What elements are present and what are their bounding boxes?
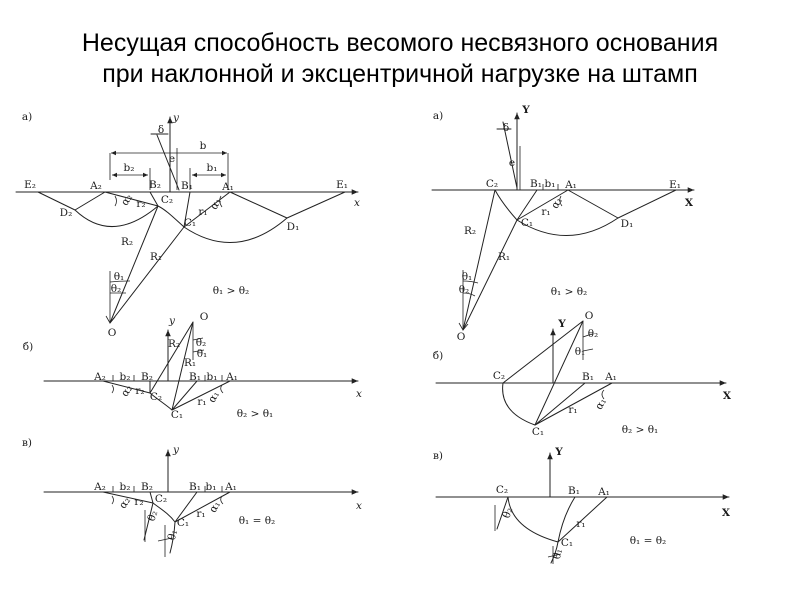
label-θ-: θ₂ bbox=[587, 328, 599, 340]
panel-tag-left-v: в) bbox=[21, 437, 33, 449]
label-c-: C₁ bbox=[531, 426, 545, 438]
label-a-: A₂ bbox=[94, 481, 106, 493]
label-α-: α₂ bbox=[116, 494, 134, 512]
label-c-: C₁ bbox=[520, 217, 534, 229]
label-b-: b₁ bbox=[544, 178, 556, 190]
panel-left-a bbox=[16, 111, 360, 339]
label-r-: r₁ bbox=[568, 404, 578, 416]
label-a-: A₁ bbox=[565, 179, 577, 191]
label-a-: A₁ bbox=[225, 481, 237, 493]
label-b-: B₁ bbox=[530, 178, 542, 190]
panel-left-v bbox=[22, 437, 362, 557]
slip-curves bbox=[75, 206, 287, 243]
label-r-: r₁ bbox=[198, 206, 208, 218]
label-b-: b₁ bbox=[206, 371, 218, 383]
label-o: O bbox=[456, 331, 466, 343]
label-r-: r₂ bbox=[135, 385, 145, 397]
label-c-: C₁ bbox=[170, 409, 184, 421]
label-c-: C₂ bbox=[495, 484, 509, 496]
panel-tag-right-a: а) bbox=[432, 110, 444, 122]
label-x: X bbox=[684, 197, 694, 209]
slide-title-line2: при наклонной и эксцентричной нагрузке на штамп bbox=[102, 60, 698, 88]
label-c-: C₂ bbox=[154, 493, 168, 505]
panel-tag-left-b: б) bbox=[22, 341, 34, 353]
label-y: Y bbox=[558, 318, 566, 330]
label-b-: B₂ bbox=[149, 179, 161, 191]
label-α-: α₁ bbox=[206, 499, 224, 515]
radius-lines bbox=[110, 206, 184, 323]
label-b-: b₂ bbox=[119, 481, 131, 493]
label-θ-: θ₂ bbox=[458, 284, 470, 296]
label-y: y bbox=[169, 315, 175, 327]
label-r-: r₂ bbox=[136, 198, 146, 210]
inequality-right-b: θ₂ > θ₁ bbox=[621, 424, 659, 436]
labels-right-v bbox=[433, 446, 731, 561]
label-b-: B₁ bbox=[181, 180, 193, 192]
label-b-: B₁ bbox=[568, 485, 580, 497]
labels-left-v bbox=[22, 437, 362, 542]
label-α-: α₂ bbox=[118, 382, 136, 400]
label-r-: R₂ bbox=[167, 338, 181, 350]
label-α-: α₁ bbox=[207, 196, 225, 212]
label-α-: α₂ bbox=[118, 191, 136, 209]
label-c-: C₁ bbox=[176, 517, 190, 529]
label-θ-: θ₂ bbox=[110, 283, 122, 295]
label-x: x bbox=[356, 388, 362, 400]
panel-left-b bbox=[23, 311, 362, 421]
label-x: x bbox=[354, 197, 360, 209]
label-r-: R₁ bbox=[149, 251, 163, 263]
slide-title-line1: Несущая способность весомого несвязного основания bbox=[81, 29, 719, 57]
label-y: Y bbox=[555, 446, 563, 458]
label-θ-: θ₁ bbox=[550, 547, 566, 561]
label-y: y bbox=[173, 444, 179, 456]
label-c-: C₁ bbox=[183, 217, 197, 229]
label-b-: B₁ bbox=[189, 481, 201, 493]
labels-right-a bbox=[433, 104, 694, 343]
label-δ: δ bbox=[157, 124, 165, 136]
label-θ-: θ₂ bbox=[500, 505, 516, 521]
label-c-: C₂ bbox=[485, 178, 499, 190]
label-o: O bbox=[584, 310, 594, 322]
label-α-: α₁ bbox=[592, 396, 610, 412]
label-e-: E₁ bbox=[669, 179, 681, 191]
label-a-: A₂ bbox=[94, 371, 106, 383]
label-y: y bbox=[173, 112, 179, 124]
label-θ-: θ₂ bbox=[145, 508, 161, 524]
label-c-: C₂ bbox=[149, 391, 163, 403]
label-r-: r₂ bbox=[134, 496, 144, 508]
label-r-: r₁ bbox=[541, 206, 551, 218]
label-c-: C₂ bbox=[492, 370, 506, 382]
panel-tag-right-v: в) bbox=[432, 450, 444, 462]
label-b-: b₁ bbox=[205, 481, 217, 493]
label-θ-: θ₁ bbox=[461, 271, 473, 283]
label-θ-: θ₁ bbox=[165, 528, 181, 542]
label-θ-: θ₁ bbox=[113, 271, 125, 283]
label-θ-: θ₁ bbox=[196, 348, 208, 360]
label-b-: B₂ bbox=[141, 481, 153, 493]
label-a-: A₂ bbox=[90, 180, 102, 192]
panel-right-v bbox=[433, 446, 731, 564]
label-x: x bbox=[356, 500, 362, 512]
label-b: b bbox=[199, 140, 207, 152]
label-x: X bbox=[721, 507, 731, 519]
label-d-: D₂ bbox=[59, 207, 73, 219]
label-r-: R₂ bbox=[463, 225, 477, 237]
label-x: X bbox=[722, 390, 732, 402]
label-θ-: θ₂ bbox=[195, 337, 207, 349]
label-r-: r₁ bbox=[197, 396, 207, 408]
label-r-: R₁ bbox=[497, 251, 511, 263]
label-e: e bbox=[508, 157, 516, 169]
label-a-: A₁ bbox=[605, 371, 617, 383]
label-r-: r₁ bbox=[196, 508, 206, 520]
slip-curves bbox=[503, 383, 535, 425]
label-a-: A₁ bbox=[598, 486, 610, 498]
panel-tag-right-b: б) bbox=[432, 350, 444, 362]
o-arrowhead bbox=[106, 316, 115, 323]
label-b-: b₁ bbox=[206, 162, 218, 174]
label-b-: B₁ bbox=[189, 371, 201, 383]
label-e-: E₁ bbox=[336, 179, 348, 191]
label-r-: r₁ bbox=[576, 518, 586, 530]
label-δ: δ bbox=[502, 122, 510, 134]
label-a-: A₁ bbox=[222, 181, 234, 193]
label-a-: A₁ bbox=[226, 371, 238, 383]
alpha-arcs bbox=[602, 390, 604, 399]
labels-left-b bbox=[23, 311, 362, 421]
label-e: e bbox=[168, 153, 176, 165]
label-r-: R₂ bbox=[120, 236, 134, 248]
label-d-: D₁ bbox=[620, 218, 634, 230]
label-α-: α₁ bbox=[205, 389, 223, 405]
inequality-right-a: θ₁ > θ₂ bbox=[550, 286, 588, 298]
inequality-right-v: θ₁ = θ₂ bbox=[629, 535, 667, 547]
panel-right-a bbox=[432, 104, 694, 343]
panel-right-b bbox=[433, 310, 732, 438]
panel-tag-left-a: а) bbox=[21, 111, 33, 123]
inequality-left-a: θ₁ > θ₂ bbox=[212, 285, 250, 297]
label-b-: b₂ bbox=[123, 162, 135, 174]
label-o: O bbox=[107, 327, 117, 339]
label-c-: C₂ bbox=[160, 194, 174, 206]
inequality-left-v: θ₁ = θ₂ bbox=[238, 515, 276, 527]
label-d-: D₁ bbox=[286, 221, 300, 233]
labels-right-b bbox=[433, 310, 732, 438]
label-b-: B₂ bbox=[141, 371, 153, 383]
label-α-: α₁ bbox=[548, 195, 566, 211]
inequality-left-b: θ₂ > θ₁ bbox=[236, 408, 274, 420]
label-e-: E₂ bbox=[24, 179, 36, 191]
label-θ-: θ₁ bbox=[574, 346, 586, 358]
label-b-: B₁ bbox=[582, 371, 594, 383]
label-y: Y bbox=[522, 104, 530, 116]
label-c-: C₁ bbox=[560, 537, 574, 549]
label-o: O bbox=[199, 311, 209, 323]
label-b-: b₂ bbox=[119, 371, 131, 383]
label-r-: R₁ bbox=[183, 357, 197, 369]
labels-left-a bbox=[22, 111, 360, 339]
